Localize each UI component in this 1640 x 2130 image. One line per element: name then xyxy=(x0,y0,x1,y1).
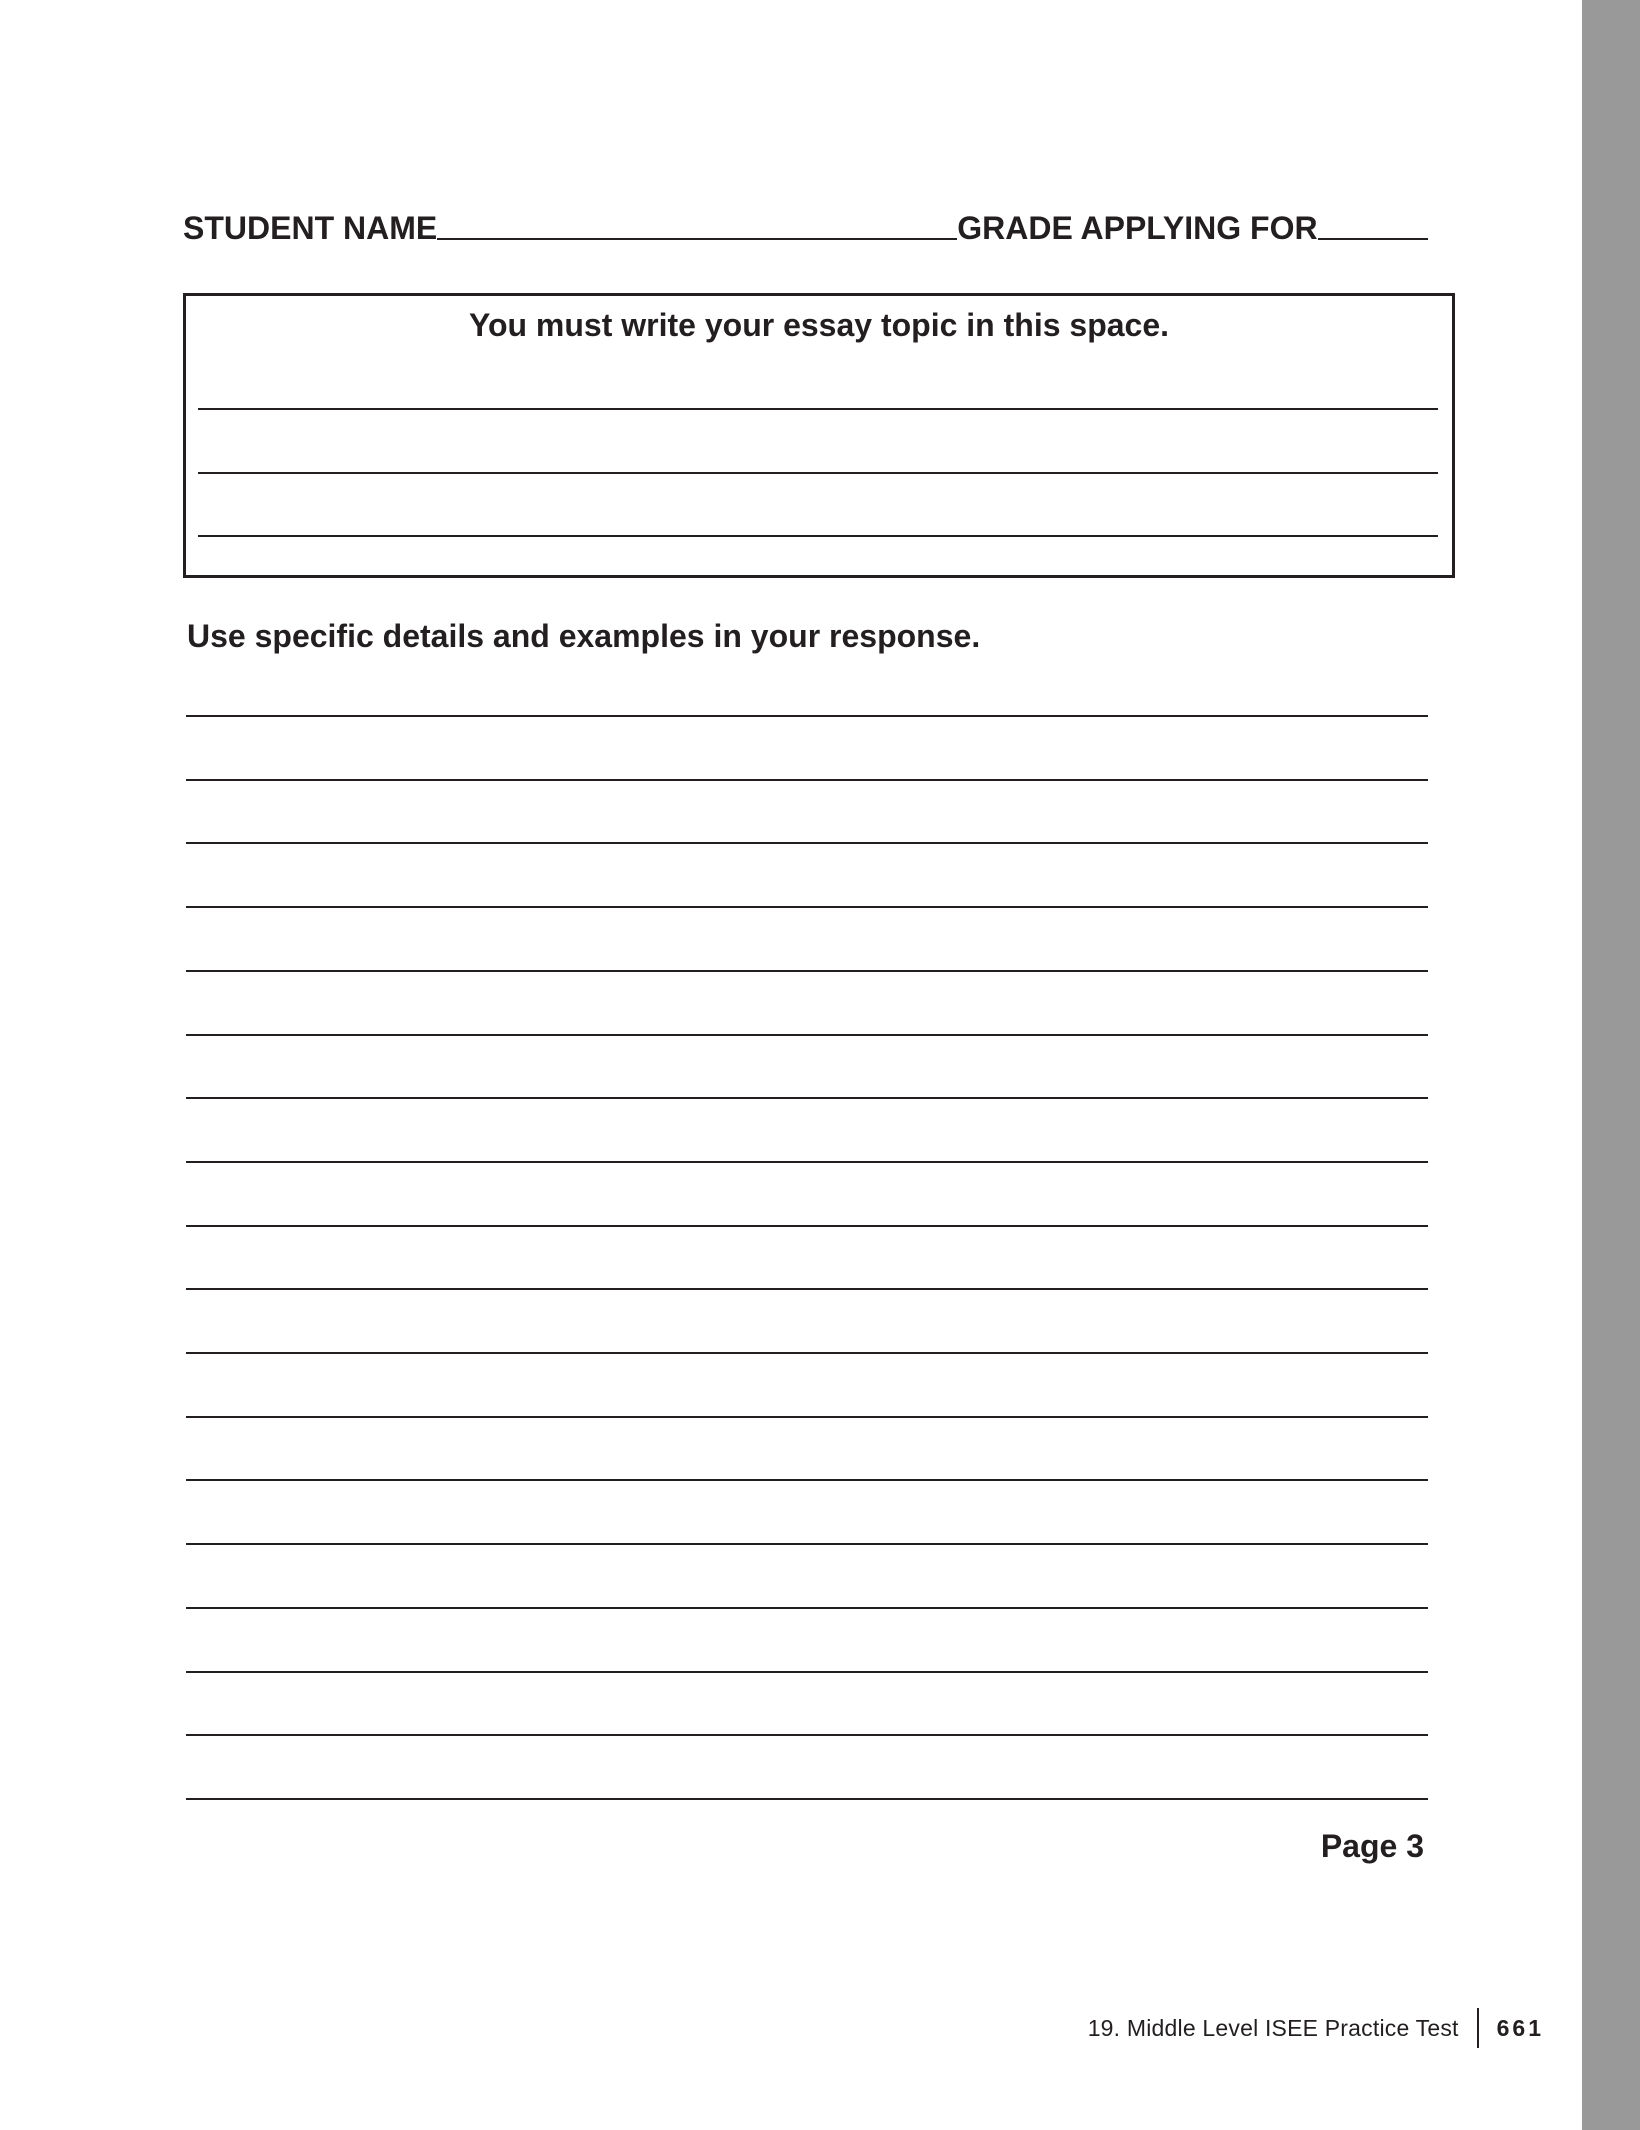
writing-line[interactable] xyxy=(186,1034,1428,1036)
writing-line[interactable] xyxy=(186,1352,1428,1354)
grade-applying-blank[interactable] xyxy=(1318,238,1428,240)
writing-line[interactable] xyxy=(186,1225,1428,1227)
writing-line[interactable] xyxy=(186,970,1428,972)
footer-chapter-text: 19. Middle Level ISEE Practice Test xyxy=(1087,2014,1459,2041)
writing-line[interactable] xyxy=(186,1671,1428,1673)
writing-line[interactable] xyxy=(186,1416,1428,1418)
writing-line[interactable] xyxy=(186,779,1428,781)
writing-line[interactable] xyxy=(186,1097,1428,1099)
writing-line[interactable] xyxy=(186,1479,1428,1481)
writing-line[interactable] xyxy=(186,1161,1428,1163)
page-label: Page 3 xyxy=(1320,1828,1424,1864)
footer-divider xyxy=(1477,2008,1479,2048)
essay-topic-title: You must write your essay topic in this space. xyxy=(468,307,1170,343)
writing-line[interactable] xyxy=(186,842,1428,844)
running-footer xyxy=(1088,2006,1544,2050)
grade-applying-label: GRADE APPLYING FOR xyxy=(957,210,1318,246)
writing-line[interactable] xyxy=(186,715,1428,717)
writing-line[interactable] xyxy=(186,906,1428,908)
topic-line[interactable] xyxy=(198,408,1438,410)
instruction-text: Use specific details and examples in your response. xyxy=(187,618,981,654)
essay-topic-box xyxy=(183,293,1455,578)
writing-line[interactable] xyxy=(186,1288,1428,1290)
writing-line[interactable] xyxy=(186,1798,1428,1800)
writing-line[interactable] xyxy=(186,1607,1428,1609)
writing-line[interactable] xyxy=(186,1543,1428,1545)
page-edge-tab xyxy=(1582,0,1640,2130)
student-name-blank[interactable] xyxy=(437,238,957,240)
footer-page-number: 661 xyxy=(1496,2014,1544,2041)
student-name-label: STUDENT NAME xyxy=(183,210,438,246)
topic-line[interactable] xyxy=(198,472,1438,474)
header-row xyxy=(183,202,1445,244)
topic-line[interactable] xyxy=(198,535,1438,537)
writing-line[interactable] xyxy=(186,1734,1428,1736)
